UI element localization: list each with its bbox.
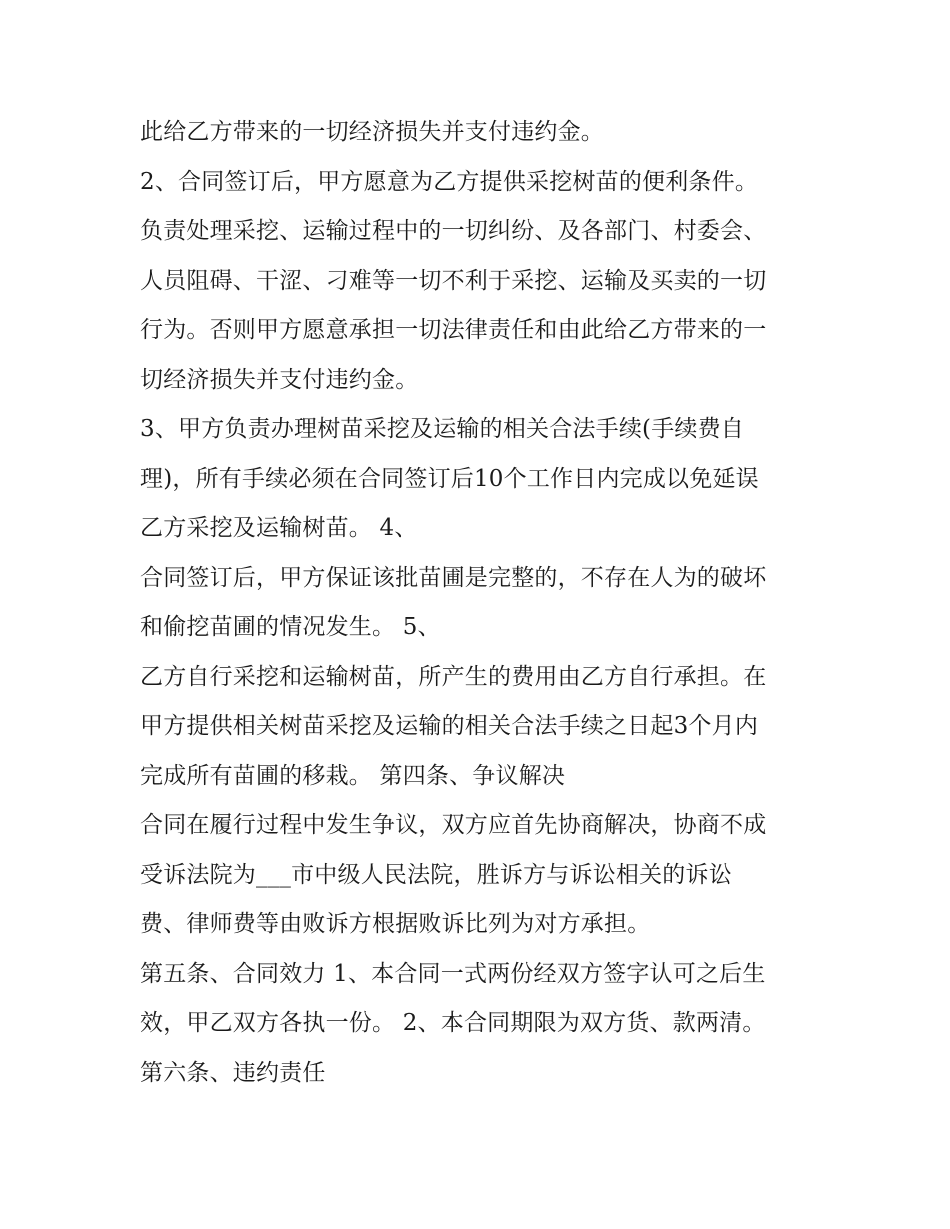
text-line: 受诉法院为___市中级人民法院，胜诉方与诉讼相关的诉讼 [140, 861, 732, 888]
text-line: 第五条、合同效力 1、本合同一式两份经双方签字认可之后生 [140, 960, 766, 987]
text-line: 理)，所有手续必须在合同签订后10个工作日内完成以免延误 [140, 465, 759, 492]
text-line: 此给乙方带来的一切经济损失并支付违约金。 [140, 119, 604, 145]
text-line: 第六条、违约责任 [140, 1059, 326, 1086]
text-line: 行为。否则甲方愿意承担一切法律责任和由此给乙方带来的一 [140, 317, 767, 343]
text-line: 3、甲方负责办理树苗采挖及运输的相关合法手续(手续费自 [140, 416, 745, 442]
text-line: 完成所有苗圃的移栽。 第四条、争议解决 [140, 762, 566, 789]
text-line: 甲方提供相关树苗采挖及运输的相关合法手续之日起3个月内 [140, 713, 759, 739]
document-body [140, 108, 820, 1098]
text-line: 合同签订后，甲方保证该批苗圃是完整的，不存在人为的破坏 [140, 564, 767, 591]
text-line: 切经济损失并支付违约金。 [140, 366, 419, 393]
text-line: 乙方采挖及运输树苗。 4、 [140, 515, 418, 541]
text-line: 乙方自行采挖和运输树苗，所产生的费用由乙方自行承担。在 [140, 663, 767, 690]
text-line: 和偷挖苗圃的情况发生。 5、 [140, 614, 441, 640]
text-line: 负责处理采挖、运输过程中的一切纠纷、及各部门、村委会、 [140, 218, 767, 244]
text-line: 效，甲乙双方各执一份。 2、本合同期限为双方货、款两清。 [140, 1010, 766, 1036]
text-line: 合同在履行过程中发生争议，双方应首先协商解决，协商不成 [140, 812, 767, 838]
text-line: 费、律师费等由败诉方根据败诉比列为对方承担。 [140, 911, 651, 937]
text-line: 人员阻碍、干涩、刁难等一切不利于采挖、运输及买卖的一切 [140, 267, 767, 294]
text-line: 2、合同签订后，甲方愿意为乙方提供采挖树苗的便利条件。 [140, 168, 759, 195]
